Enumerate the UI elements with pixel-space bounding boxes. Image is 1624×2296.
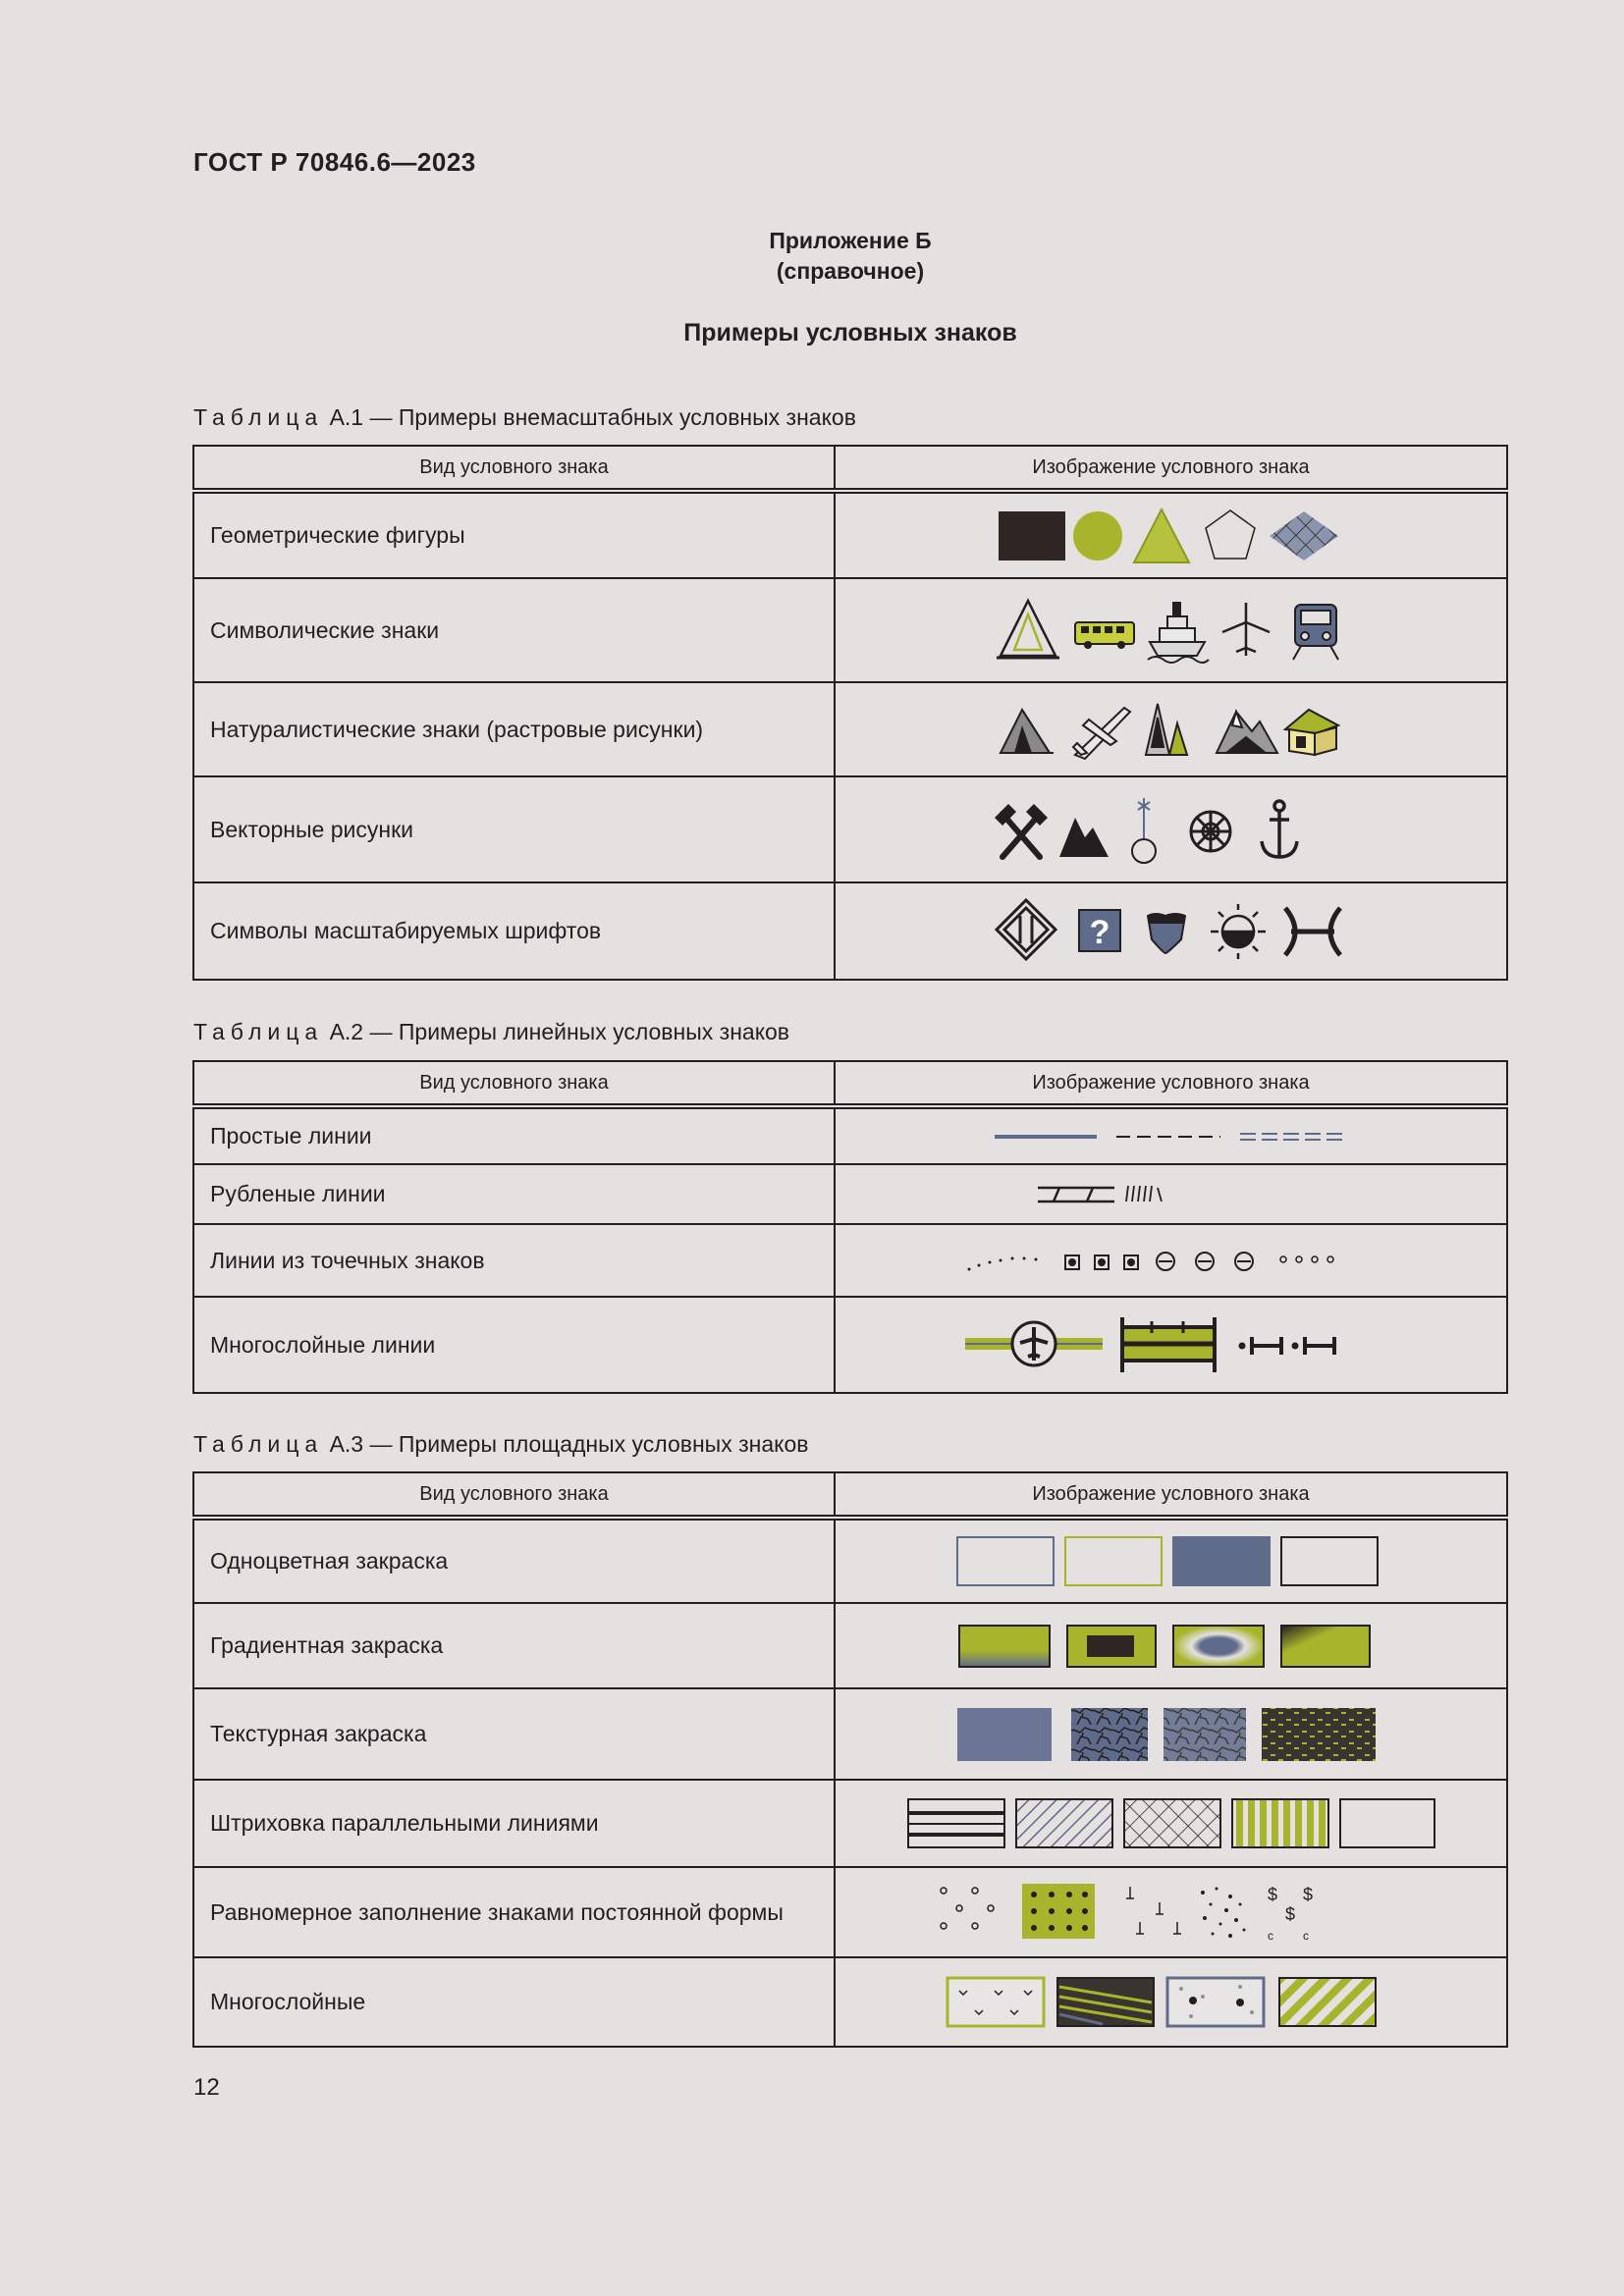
table-row (193, 1688, 1507, 1780)
sun-horizon-icon (1211, 904, 1266, 959)
table-a1-caption (193, 404, 856, 431)
column-header-image: Изображение условного знака (835, 446, 1507, 491)
table-row (193, 1957, 1507, 2047)
row-name: Простые линии (193, 1106, 835, 1164)
double-dashed-line-sample (1240, 1134, 1348, 1140)
scalable-font-icons (995, 896, 1348, 967)
square-marker-line-sample (1065, 1255, 1138, 1269)
row-name: Равномерное заполнение знаками постоянной формы (193, 1867, 835, 1957)
table-row (193, 578, 1507, 682)
hatch-sample-horizontal (908, 1799, 1004, 1847)
multilayer-sample-diagonal-lime (1279, 1978, 1376, 2026)
row-image (835, 1603, 1507, 1688)
multilayer-sample-striped (1057, 1978, 1154, 2026)
tent-icon (997, 601, 1059, 658)
filled-triangle-icon (1134, 509, 1189, 562)
texture-sample-cracked (1071, 1708, 1148, 1761)
row-image (835, 1867, 1507, 1957)
tent-raster-icon (1001, 710, 1054, 753)
solid-fill-samples (955, 1534, 1387, 1589)
row-name: Векторные рисунки (193, 776, 835, 882)
mountain-peaks-icon (1059, 818, 1109, 857)
airplane-icon (1222, 603, 1270, 656)
row-image (835, 1780, 1507, 1867)
column-header-type: Вид условного знака (193, 446, 835, 491)
column-header-image: Изображение условного знака (835, 1472, 1507, 1518)
naturalistic-icons (995, 698, 1348, 761)
pattern-fill-samples (936, 1881, 1407, 1944)
crossing-symbol-icon (1285, 908, 1340, 955)
table-a2 (192, 1060, 1508, 1394)
pattern-sample-circles (941, 1888, 994, 1929)
pattern-sample-lime-dots (1022, 1884, 1095, 1939)
anchor-icon (1262, 801, 1297, 857)
row-image (835, 1106, 1507, 1164)
pattern-sample-ticks (1126, 1887, 1181, 1934)
table-caption-prefix: Таблица (193, 404, 324, 430)
table-caption-text: А.2 — Примеры линейных условных знаков (323, 1019, 790, 1044)
hatch-sample-diagonal (1016, 1799, 1112, 1847)
multilayer-lines-samples (965, 1313, 1378, 1376)
table-row (193, 1603, 1507, 1688)
svg-text:$: $ (1302, 1885, 1313, 1904)
appendix-heading (193, 226, 1507, 287)
table-a3-caption (193, 1431, 808, 1458)
hatched-diamond-icon (1270, 511, 1338, 561)
shield-icon (1148, 914, 1185, 953)
train-icon (1293, 605, 1338, 660)
trees-raster-icon (1146, 704, 1187, 755)
table-header-row (193, 1472, 1507, 1518)
mountain-raster-icon (1217, 712, 1277, 753)
pin-marker-icon (1132, 798, 1156, 863)
texture-fill-samples (955, 1705, 1387, 1764)
gradient-sample-inner-box (1067, 1626, 1156, 1667)
row-name: Символические знаки (193, 578, 835, 682)
svg-text:c: c (1302, 1929, 1309, 1943)
row-image (835, 1224, 1507, 1297)
multilayer-fill-samples (946, 1975, 1397, 2030)
hatch-sample-empty (1340, 1799, 1435, 1847)
question-square-icon (1079, 910, 1120, 951)
gradient-sample-vertical (959, 1626, 1050, 1667)
table-row (193, 682, 1507, 776)
texture-sample-dark-dots (1262, 1708, 1376, 1761)
row-name: Геометрические фигуры (193, 491, 835, 578)
section-title: Примеры условных знаков (683, 319, 1017, 347)
table-caption-prefix: Таблица (193, 1431, 324, 1457)
row-name: Штриховка параллельными линиями (193, 1780, 835, 1867)
small-circle-line-sample (1280, 1256, 1333, 1262)
svg-text:$: $ (1267, 1885, 1277, 1904)
multilayer-sample-outline-marks (947, 1978, 1044, 2026)
table-caption-prefix: Таблица (193, 1019, 324, 1044)
svg-text:c: c (1267, 1929, 1273, 1943)
texture-sample-stone (1164, 1708, 1246, 1761)
row-name: Градиентная закраска (193, 1603, 835, 1688)
column-header-type: Вид условного знака (193, 1061, 835, 1106)
row-image (835, 882, 1507, 980)
airway-line-sample (965, 1322, 1103, 1365)
table-row (193, 1164, 1507, 1224)
row-image (835, 1957, 1507, 2047)
table-a3 (192, 1471, 1508, 2048)
row-image (835, 1518, 1507, 1603)
row-name: Линии из точечных знаков (193, 1224, 835, 1297)
table-row (193, 491, 1507, 578)
svg-text:?: ? (1089, 913, 1110, 951)
fill-sample-slate-outline (957, 1537, 1054, 1585)
table-row (193, 882, 1507, 980)
row-name: Многослойные линии (193, 1297, 835, 1393)
column-header-type: Вид условного знака (193, 1472, 835, 1518)
table-row (193, 776, 1507, 882)
tick-line-sample (1126, 1186, 1162, 1201)
svg-text:$: $ (1284, 1904, 1295, 1924)
table-row (193, 1780, 1507, 1867)
texture-sample-slate (957, 1708, 1052, 1761)
pattern-sample-scatter (1201, 1888, 1246, 1939)
page-number: 12 (193, 2074, 220, 2101)
table-header-row (193, 446, 1507, 491)
dotted-lines-samples (965, 1244, 1378, 1277)
row-name: Натуралистические знаки (растровые рисунки) (193, 682, 835, 776)
dot-bar-line-sample (1239, 1337, 1334, 1355)
gradient-sample-radial (1173, 1626, 1264, 1667)
row-image (835, 578, 1507, 682)
crossed-hammers-icon (995, 804, 1048, 857)
filled-circle-icon (1073, 511, 1122, 561)
hatch-sample-cross (1124, 1799, 1220, 1847)
ship-wheel-icon (1191, 812, 1230, 851)
gradient-sample-diagonal (1281, 1626, 1370, 1667)
bus-icon (1075, 622, 1134, 649)
rail-line-sample (1038, 1188, 1114, 1201)
row-name: Одноцветная закраска (193, 1518, 835, 1603)
row-image (835, 682, 1507, 776)
table-row (193, 1297, 1507, 1393)
standard-header: ГОСТ Р 70846.6—2023 (193, 147, 476, 177)
hatching-samples (906, 1796, 1436, 1851)
row-image (835, 1164, 1507, 1224)
gradient-fill-samples (955, 1622, 1387, 1671)
table-caption-text: А.3 — Примеры площадных условных знаков (323, 1431, 809, 1457)
appendix-subtitle: (справочное) (776, 258, 925, 284)
simple-lines-samples (995, 1127, 1348, 1147)
pattern-sample-dollar (1268, 1885, 1313, 1943)
multilayer-sample-speckled (1167, 1978, 1264, 2026)
table-a1 (192, 445, 1508, 981)
row-name: Многослойные (193, 1957, 835, 2047)
symbolic-icons (995, 595, 1348, 666)
fill-sample-dark-outline (1281, 1537, 1378, 1585)
circle-marker-line-sample (1157, 1253, 1253, 1270)
appendix-title: Приложение Б (769, 228, 932, 253)
road-fence-line-sample (1120, 1317, 1217, 1372)
diamond-road-icon (997, 900, 1056, 959)
row-image (835, 776, 1507, 882)
table-row (193, 1518, 1507, 1603)
row-name: Рубленые линии (193, 1164, 835, 1224)
fill-sample-slate-solid (1173, 1537, 1270, 1585)
row-name: Символы масштабируемых шрифтов (193, 882, 835, 980)
fill-sample-lime-outline (1065, 1537, 1162, 1585)
row-name: Текстурная закраска (193, 1688, 835, 1780)
table-caption-text: А.1 — Примеры внемасштабных условных знаков (323, 404, 856, 430)
filled-square-icon (999, 511, 1065, 561)
row-image (835, 1297, 1507, 1393)
row-image (835, 491, 1507, 578)
dot-arc-sample (967, 1257, 1037, 1271)
geometric-shapes-icons (995, 506, 1348, 566)
vector-icons (995, 792, 1348, 867)
column-header-image: Изображение условного знака (835, 1061, 1507, 1106)
table-row (193, 1224, 1507, 1297)
table-header-row (193, 1061, 1507, 1106)
chopped-lines-samples (995, 1180, 1348, 1209)
hatch-sample-vertical-lime (1232, 1799, 1328, 1847)
house-raster-icon (1285, 710, 1338, 755)
row-image (835, 1688, 1507, 1780)
airplane-raster-icon (1073, 708, 1130, 759)
pentagon-icon (1206, 510, 1255, 559)
table-row (193, 1106, 1507, 1164)
table-a2-caption (193, 1019, 789, 1045)
ship-icon (1148, 603, 1209, 663)
table-row (193, 1867, 1507, 1957)
